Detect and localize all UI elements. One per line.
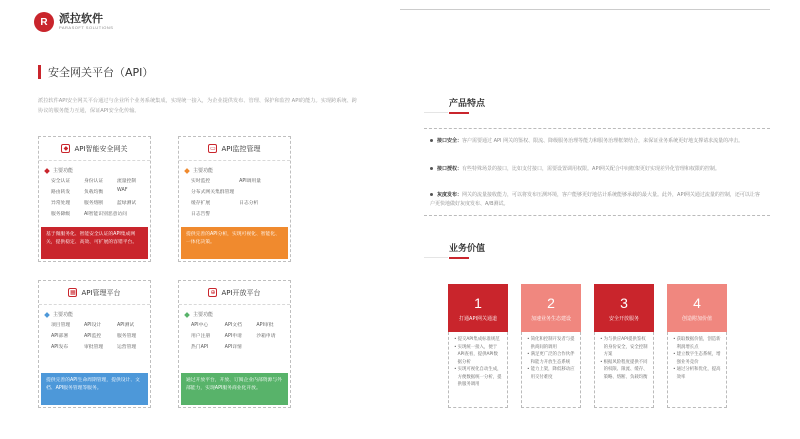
value-title: 创造附加价值 xyxy=(681,315,712,322)
value-title: 打通API网关通道 xyxy=(459,315,497,322)
card-body xyxy=(179,161,290,217)
func-item: 日志分析 xyxy=(239,201,259,206)
func-grid xyxy=(185,321,284,350)
card-api-security-gateway xyxy=(38,136,151,262)
value-body xyxy=(448,332,508,408)
card-title: API管理平台 xyxy=(81,288,121,297)
value-line: • 获取数据价值，创造新利润增长点 xyxy=(673,337,721,350)
func-item: 项目管理 xyxy=(51,323,71,328)
values-underline xyxy=(449,257,469,259)
func-item: 服务降级 xyxy=(51,212,71,217)
func-item: 异常处理 xyxy=(51,201,71,206)
value-number: 2 xyxy=(547,294,555,311)
card-api-monitoring xyxy=(178,136,291,262)
func-item: 服务管理 xyxy=(117,334,137,339)
func-item: API调用量 xyxy=(239,179,262,184)
value-line: • 建立数字生态系统，增强业务竞价 xyxy=(673,352,721,365)
func-label: 主要功能 xyxy=(53,312,74,318)
values-title: 业务价值 xyxy=(449,244,486,254)
value-card-2 xyxy=(521,284,581,408)
brand-logo xyxy=(34,10,154,34)
diamond-icon xyxy=(44,168,50,174)
feature-text: 客户需要通过 API 网关的鉴权、限流、降级服务治理等能力和服务治理框架结合，来保证业务系统更好地支撑请求流量的冲击。 xyxy=(462,138,744,144)
func-item: 流量控制 xyxy=(117,179,137,184)
func-item: 分布式网关集群管理 xyxy=(191,190,235,195)
value-line: • 能力上架，降低移动应用交付难度 xyxy=(527,367,575,380)
feature-text: 有些特殊场景的接口，比如支付接口，需要设置调用权限。API网关配合中间框架更好实现差异化管理和权限的控制。 xyxy=(462,166,720,172)
card-note: 提供完善的API分析，实现可视化、智能化、一体化决策。 xyxy=(181,227,288,259)
func-label: 主要功能 xyxy=(193,168,214,174)
card-note: 基于微服务化、智能安全认证的API集成网关，提供稳定、高效、可扩展的容错平台。 xyxy=(41,227,148,259)
func-item: API测试 xyxy=(117,323,135,328)
header-divider xyxy=(400,9,770,10)
func-item: 负载均衡 xyxy=(84,190,104,195)
func-item: API部署 xyxy=(51,334,69,339)
value-header xyxy=(521,284,581,332)
page-title: 安全网关平台（API） xyxy=(48,66,154,79)
func-heading xyxy=(45,311,144,318)
func-item: 沙箱申请 xyxy=(256,334,276,339)
func-heading xyxy=(45,167,144,174)
func-item: API监控 xyxy=(84,334,102,339)
func-item: API设计 xyxy=(84,323,102,328)
monitor-icon: ▭ xyxy=(210,144,216,152)
card-header xyxy=(179,137,290,161)
value-card-4 xyxy=(667,284,727,408)
func-item: 审批管理 xyxy=(84,345,104,350)
func-item: 蓝绿测试 xyxy=(117,201,137,206)
func-item: 缓存扩展 xyxy=(191,201,211,206)
value-line: • 根据风险程度提供不同的权限、限流、缓存、策略、熔断、负载均衡 xyxy=(600,359,648,380)
func-label: 主要功能 xyxy=(53,168,74,174)
func-item: 运营管理 xyxy=(117,345,137,350)
func-item: WAF xyxy=(117,188,128,193)
card-title: API监控管理 xyxy=(221,144,261,153)
func-item: API发布 xyxy=(51,345,69,350)
features-box xyxy=(424,128,770,216)
value-line: • 提交API集成标准规范 xyxy=(454,337,500,342)
card-api-open-platform xyxy=(178,280,291,408)
func-item: 日志告警 xyxy=(191,212,211,217)
bullet-icon xyxy=(430,139,433,142)
value-line: • 实现统一接入，便于API查看，提供API数据分析 xyxy=(454,344,498,365)
logo-text xyxy=(59,13,113,31)
shield-icon: ◆ xyxy=(61,144,70,153)
func-item: 身份认证 xyxy=(84,179,104,184)
card-header xyxy=(179,281,290,305)
diamond-icon xyxy=(44,312,50,318)
features-line xyxy=(424,112,448,113)
card-body xyxy=(39,161,150,217)
value-card-3 xyxy=(594,284,654,408)
value-body xyxy=(594,332,654,408)
func-item: 安全认证 xyxy=(51,179,71,184)
card-note: 通过开放平台，开放、订阅企业内部资源与外部能力，实现API服务商业化开放。 xyxy=(181,373,288,405)
features-underline xyxy=(449,112,469,114)
value-header xyxy=(448,284,508,332)
value-number: 1 xyxy=(474,294,482,311)
card-body xyxy=(39,305,150,350)
func-item: API审批 xyxy=(256,323,274,328)
value-header xyxy=(667,284,727,332)
share-icon: ⊕ xyxy=(210,288,216,296)
card-header xyxy=(39,137,150,161)
func-item: 热门API xyxy=(191,345,209,350)
func-item: 路由转发 xyxy=(51,190,71,195)
feature-item xyxy=(430,137,764,146)
diamond-icon xyxy=(184,312,190,318)
func-item: 服务熔断 xyxy=(84,201,104,206)
value-title: 安全开放服务 xyxy=(608,315,639,322)
value-body xyxy=(521,332,581,408)
card-body xyxy=(179,305,290,350)
func-item: API详情 xyxy=(224,345,242,350)
logo-mark: R xyxy=(34,12,54,32)
func-item: API中心 xyxy=(191,323,209,328)
bullet-icon xyxy=(430,167,433,170)
func-grid xyxy=(45,321,144,350)
value-line: • 简化和控制开发者与提供商间的调用 xyxy=(527,337,575,350)
value-number: 3 xyxy=(620,294,628,311)
card-title: API开放平台 xyxy=(221,288,261,297)
feature-name: 接口安全： xyxy=(437,138,463,144)
func-item: 实时监控 xyxy=(191,179,211,184)
value-number: 4 xyxy=(693,294,701,311)
value-title: 加速业务生态建设 xyxy=(530,315,571,322)
diamond-icon xyxy=(184,168,190,174)
value-line: • 通过分析和优化，提高效率 xyxy=(673,367,721,380)
value-line: • 为与供应API提供鉴权的身份安全，安全控制方案 xyxy=(600,337,648,357)
calendar-icon: ▦ xyxy=(70,288,76,296)
value-header xyxy=(594,284,654,332)
feature-text: 网关的流量接收能力，可以将发布压测环境，客户能够更好地估计系统能够承载的最大量。此外，API网关通过流量的控制，还可以让客户更快地做好灰度发布、A/B测试。 xyxy=(430,192,760,207)
feature-name: 接口授权： xyxy=(437,166,463,172)
title-accent-bar xyxy=(38,65,41,79)
value-line: • 实现可视化自动生成，方便数据统一分析，提供服务调用 xyxy=(454,367,502,387)
page-title-block xyxy=(38,64,153,80)
func-grid xyxy=(45,177,144,217)
func-item: 用户注册 xyxy=(191,334,211,339)
card-api-management xyxy=(38,280,151,408)
features-title: 产品特点 xyxy=(449,99,486,109)
func-item: AI智能识别恶意访问 xyxy=(84,212,128,217)
card-header xyxy=(39,281,150,305)
brand-en: PARASOFT SOLUTIONS xyxy=(59,25,114,30)
feature-item xyxy=(430,191,764,209)
func-item: API申请 xyxy=(224,334,242,339)
brand-name: 派拉软件 xyxy=(59,12,103,25)
func-heading xyxy=(185,167,284,174)
func-item: API文档 xyxy=(224,323,242,328)
card-note: 提供完善的API生命周期管理，提供设计、文档、API服务管理等服务。 xyxy=(41,373,148,405)
value-card-1 xyxy=(448,284,508,408)
value-body xyxy=(667,332,727,408)
bullet-icon xyxy=(430,193,433,196)
value-line: • 满足更广泛的合作伙伴和能力开放生态系统 xyxy=(527,352,575,365)
feature-item xyxy=(430,165,764,174)
card-title: API智能安全网关 xyxy=(74,144,128,153)
page-intro: 派拉软件API安全网关平台通过与企业所个业务系统集成，实现统一接入，为企业提供发布、管理、保护和监控 API的能力。实现跨系统、跨协议的服务能力互通，保证API安全化传输。 xyxy=(38,98,357,114)
func-grid xyxy=(185,177,284,217)
func-heading xyxy=(185,311,284,318)
values-line xyxy=(424,257,448,258)
func-label: 主要功能 xyxy=(193,312,214,318)
feature-name: 灰度发布： xyxy=(437,192,463,198)
